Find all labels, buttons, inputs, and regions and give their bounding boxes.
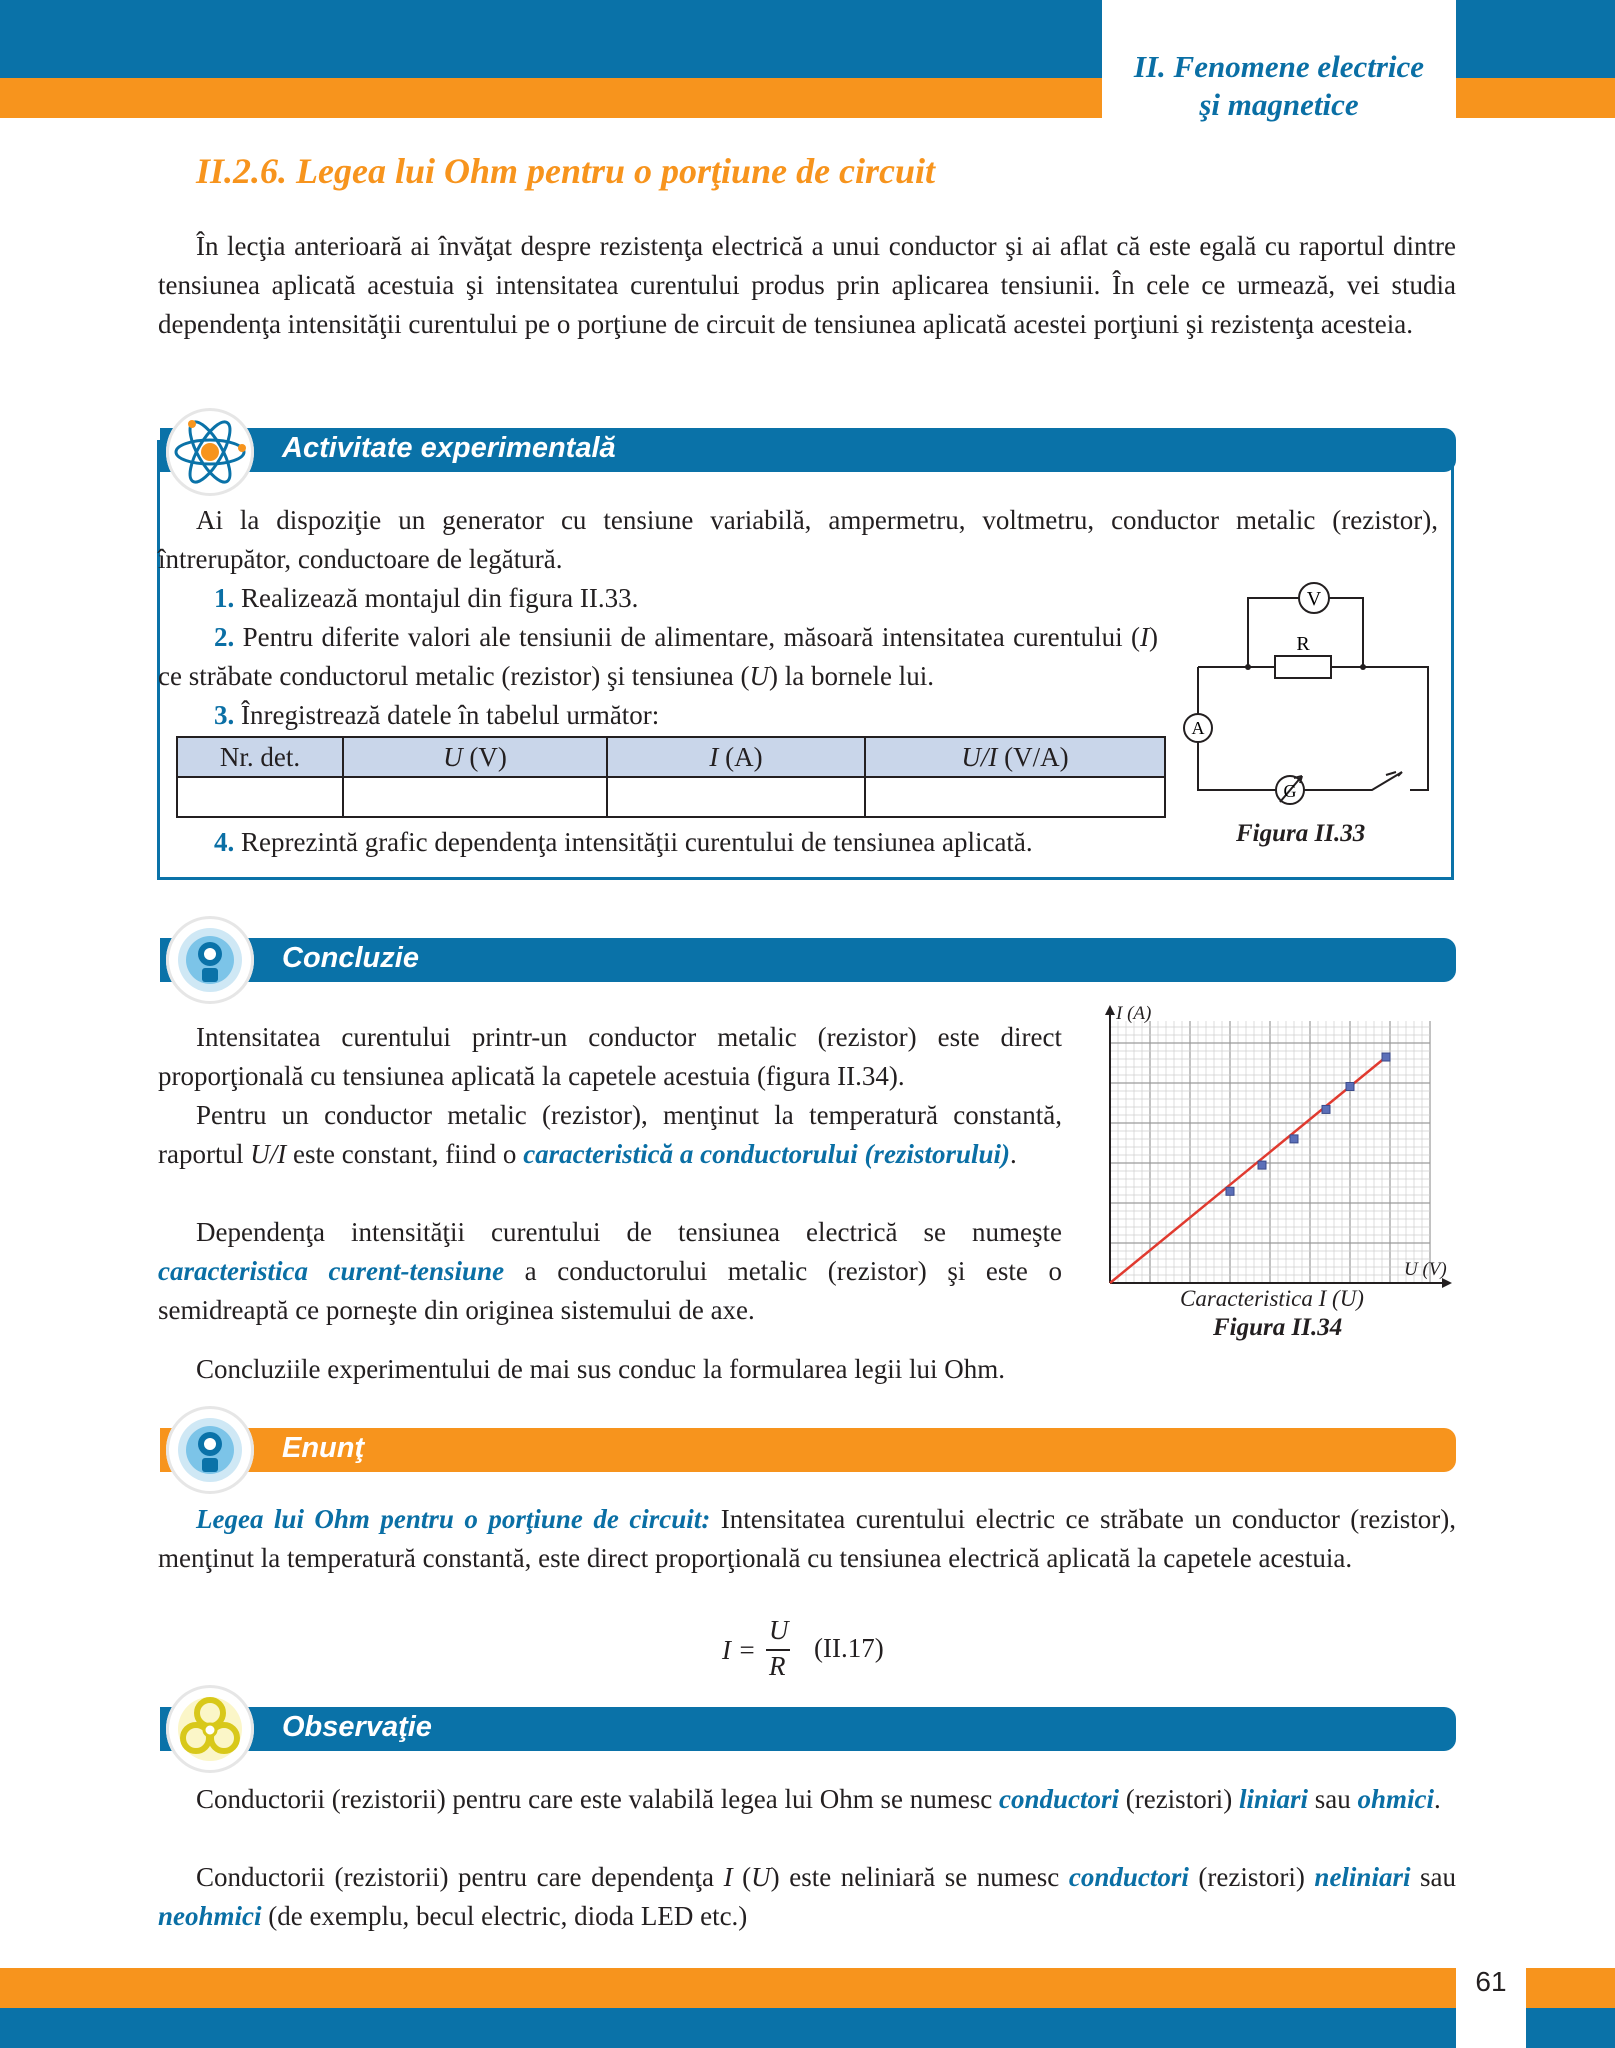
step2-number: 2. — [214, 622, 235, 652]
observation-kw-ohmici: ohmici — [1357, 1784, 1434, 1814]
observation-kw-neohmici: neohmici — [158, 1901, 262, 1931]
figure-ii34-caption-line2: Figura II.34 — [1213, 1314, 1343, 1341]
table-header-i-var: I — [709, 741, 719, 772]
conclusion-p3-a: Dependenţa intensităţii curentului de tensiunea electrică se numeşte — [196, 1217, 1062, 1247]
ohm-formula — [720, 1615, 920, 1685]
table-cell — [343, 777, 607, 817]
formula-denominator: R — [769, 1651, 786, 1681]
observation-p1-d: . — [1433, 1784, 1441, 1814]
formula-reference: (II.17) — [814, 1633, 884, 1663]
circuit-diagram — [1180, 572, 1445, 808]
conclusion-p2-a: Pentru un conductor metalic (rezistor), menţinut la temperatură constantă, raportul — [158, 1100, 1062, 1169]
observation-p2 — [158, 1858, 1456, 1936]
step4-text: Reprezintă grafic dependenţa intensităţii curentului de tensiunea aplicată. — [241, 827, 1033, 857]
conclusion-keyword-characteristic: caracteristică a conductorului (rezistorului) — [523, 1139, 1010, 1169]
table-header-u-unit: (V) — [462, 741, 507, 772]
observation-p2-f: (de exemplu, becul electric, dioda LED etc.) — [261, 1901, 748, 1931]
table-cell — [177, 777, 343, 817]
statement-keyword: Legea lui Ohm pentru o porţiune de circuit: — [196, 1504, 711, 1534]
conclusion-keyword-iu: caracteristica curent-tensiune — [158, 1256, 505, 1286]
footer-blue-band — [0, 2008, 1615, 2048]
conclusion-p2-c: . — [1009, 1139, 1017, 1169]
biohazard-icon — [166, 1685, 254, 1773]
formula-lhs: I = — [722, 1635, 756, 1665]
table-header-ui-unit: (V/A) — [997, 741, 1069, 772]
step3-text: Înregistrează datele în tabelul următor: — [241, 700, 660, 730]
iu-characteristic-chart — [1098, 1005, 1458, 1300]
table-header-nr: Nr. det. — [177, 737, 343, 777]
observation-p2-e: sau — [1410, 1862, 1457, 1892]
data-point — [1258, 1161, 1266, 1169]
statement-badge — [166, 1406, 254, 1494]
statement-title: Enunţ — [282, 1432, 365, 1464]
activity-step1 — [214, 579, 1114, 618]
activity-step4 — [214, 823, 1174, 862]
statement-text: Intensitatea curentului electric ce străbate un conductor (rezistor), menţinut la temperatură constantă, este direct proporţională cu tensiunea electrică aplicată la capetele acestuia. — [158, 1504, 1456, 1573]
voltmeter-label: V — [1306, 588, 1322, 610]
table-header-u — [343, 737, 607, 777]
table-header-ui-var: U/I — [961, 741, 998, 772]
data-point — [1322, 1105, 1330, 1113]
intro-paragraph: În lecţia anterioară ai învăţat despre rezistenţa electrică a unui conductor şi ai aflat că este egală cu raportul dintre tensiunea aplicată acestuia şi intensitatea curentului produs prin aplicarea tensiunii. În cele ce urmează, vei studia dependenţa intensităţii curentului pe o porţiune de circuit de tensiunea aplicată acestei porţiuni şi rezistenţa acesteia. — [158, 231, 1456, 339]
observation-title: Observaţie — [282, 1711, 432, 1743]
atom-icon — [166, 408, 254, 496]
conclusion-p3 — [158, 1213, 1062, 1330]
statement-paragraph — [158, 1500, 1456, 1578]
observation-p1-c: sau — [1307, 1784, 1358, 1814]
data-table-header-row — [177, 737, 1165, 777]
page-number: 61 — [1475, 1966, 1507, 1997]
table-header-i — [607, 737, 865, 777]
activity-step3 — [214, 696, 1114, 735]
observation-kw-liniari: liniari — [1238, 1784, 1308, 1814]
activity-intro: Ai la dispoziţie un generator cu tensiune variabilă, ampermetru, voltmetru, conductor metalic (rezistor), întrerupător, conductoare de legătură. — [158, 505, 1438, 574]
lightbulb-icon — [166, 1406, 254, 1494]
resistor-symbol — [1275, 656, 1331, 678]
data-point — [1346, 1083, 1354, 1091]
step2-var-i: I — [1140, 622, 1150, 652]
atom-badge — [166, 408, 254, 496]
observation-p1-a: Conductorii (rezistorii) pentru care este valabilă legea lui Ohm se numesc — [196, 1784, 999, 1814]
conclusion-p4: Concluziile experimentului de mai sus conduc la formularea legii lui Ohm. — [196, 1354, 1006, 1384]
conclusion-title: Concluzie — [282, 942, 419, 974]
table-header-u-var: U — [443, 741, 463, 772]
step1-text: Realizează montajul din figura II.33. — [241, 583, 639, 613]
conclusion-p1: Intensitatea curentului printr-un conductor metalic (rezistor) este direct proporţională cu tensiunea aplicată la capetele acestuia (figura II.34). — [158, 1022, 1062, 1091]
activity-step2 — [158, 618, 1158, 696]
observation-p1-b: (rezistori) — [1118, 1784, 1239, 1814]
lightbulb-icon — [166, 916, 254, 1004]
resistor-label: R — [1296, 633, 1310, 655]
conclusion-p2 — [158, 1096, 1062, 1174]
data-table — [176, 736, 1166, 818]
observation-p2-a: Conductorii (rezistorii) pentru care dependenţa — [196, 1862, 724, 1892]
ammeter-label: A — [1191, 718, 1205, 738]
conclusion-ratio: U/I — [250, 1139, 287, 1169]
step3-number: 3. — [214, 700, 235, 730]
data-point — [1382, 1053, 1390, 1061]
observation-kw-conductori-2: conductori — [1068, 1862, 1189, 1892]
observation-p2-var-i: I — [723, 1862, 733, 1892]
data-point — [1226, 1187, 1234, 1195]
step2-var-u: U — [749, 661, 769, 691]
step2-text-c: ) la bornele lui. — [769, 661, 934, 691]
section-title: II.2.6. Legea lui Ohm pentru o porţiune de circuit — [196, 151, 936, 191]
step2-text-a: Pentru diferite valori ale tensiunii de alimentare, măsoară intensitatea curentului ( — [242, 622, 1141, 652]
data-table-empty-row — [177, 777, 1165, 817]
observation-p2-b: ( — [732, 1862, 752, 1892]
table-header-i-unit: (A) — [718, 741, 763, 772]
table-cell — [607, 777, 865, 817]
observation-kw-neliniari: neliniari — [1314, 1862, 1411, 1892]
y-axis-arrow — [1105, 1005, 1115, 1015]
data-point — [1290, 1135, 1298, 1143]
step4-number: 4. — [214, 827, 235, 857]
activity-title: Activitate experimentală — [282, 432, 616, 464]
chapter-title-line2: şi magnetice — [1199, 87, 1359, 122]
step1-number: 1. — [214, 583, 235, 613]
chapter-title — [1102, 48, 1456, 124]
x-axis-label: U (V) — [1404, 1259, 1447, 1280]
conclusion-badge — [166, 916, 254, 1004]
y-axis-label: I (A) — [1116, 1005, 1152, 1024]
conclusion-p2-b: este constant, fiind o — [286, 1139, 524, 1169]
generator-label: G — [1283, 781, 1297, 801]
footer-orange-band — [0, 1968, 1615, 2008]
observation-p2-d: (rezistori) — [1188, 1862, 1315, 1892]
chapter-title-line1: II. Fenomene electrice — [1133, 49, 1425, 84]
observation-badge — [166, 1685, 254, 1773]
observation-p2-c: ) este neliniară se numesc — [770, 1862, 1069, 1892]
conclusion-p3-b: a conductorului metalic (rezistor) şi este o semidreaptă ce porneşte din originea sistemului de axe. — [158, 1256, 1062, 1325]
table-header-ui — [865, 737, 1165, 777]
observation-kw-conductori: conductori — [998, 1784, 1119, 1814]
step2-text-b: ) ce străbate conductorul metalic (rezistor) şi tensiunea ( — [158, 622, 1159, 691]
figure-ii33-caption: Figura II.33 — [1236, 820, 1366, 847]
formula-numerator: U — [769, 1615, 789, 1645]
observation-p2-var-u: U — [751, 1862, 771, 1892]
figure-ii34-caption-line1: Caracteristica I (U) — [1180, 1286, 1364, 1311]
observation-p1 — [158, 1780, 1456, 1819]
table-cell — [865, 777, 1165, 817]
